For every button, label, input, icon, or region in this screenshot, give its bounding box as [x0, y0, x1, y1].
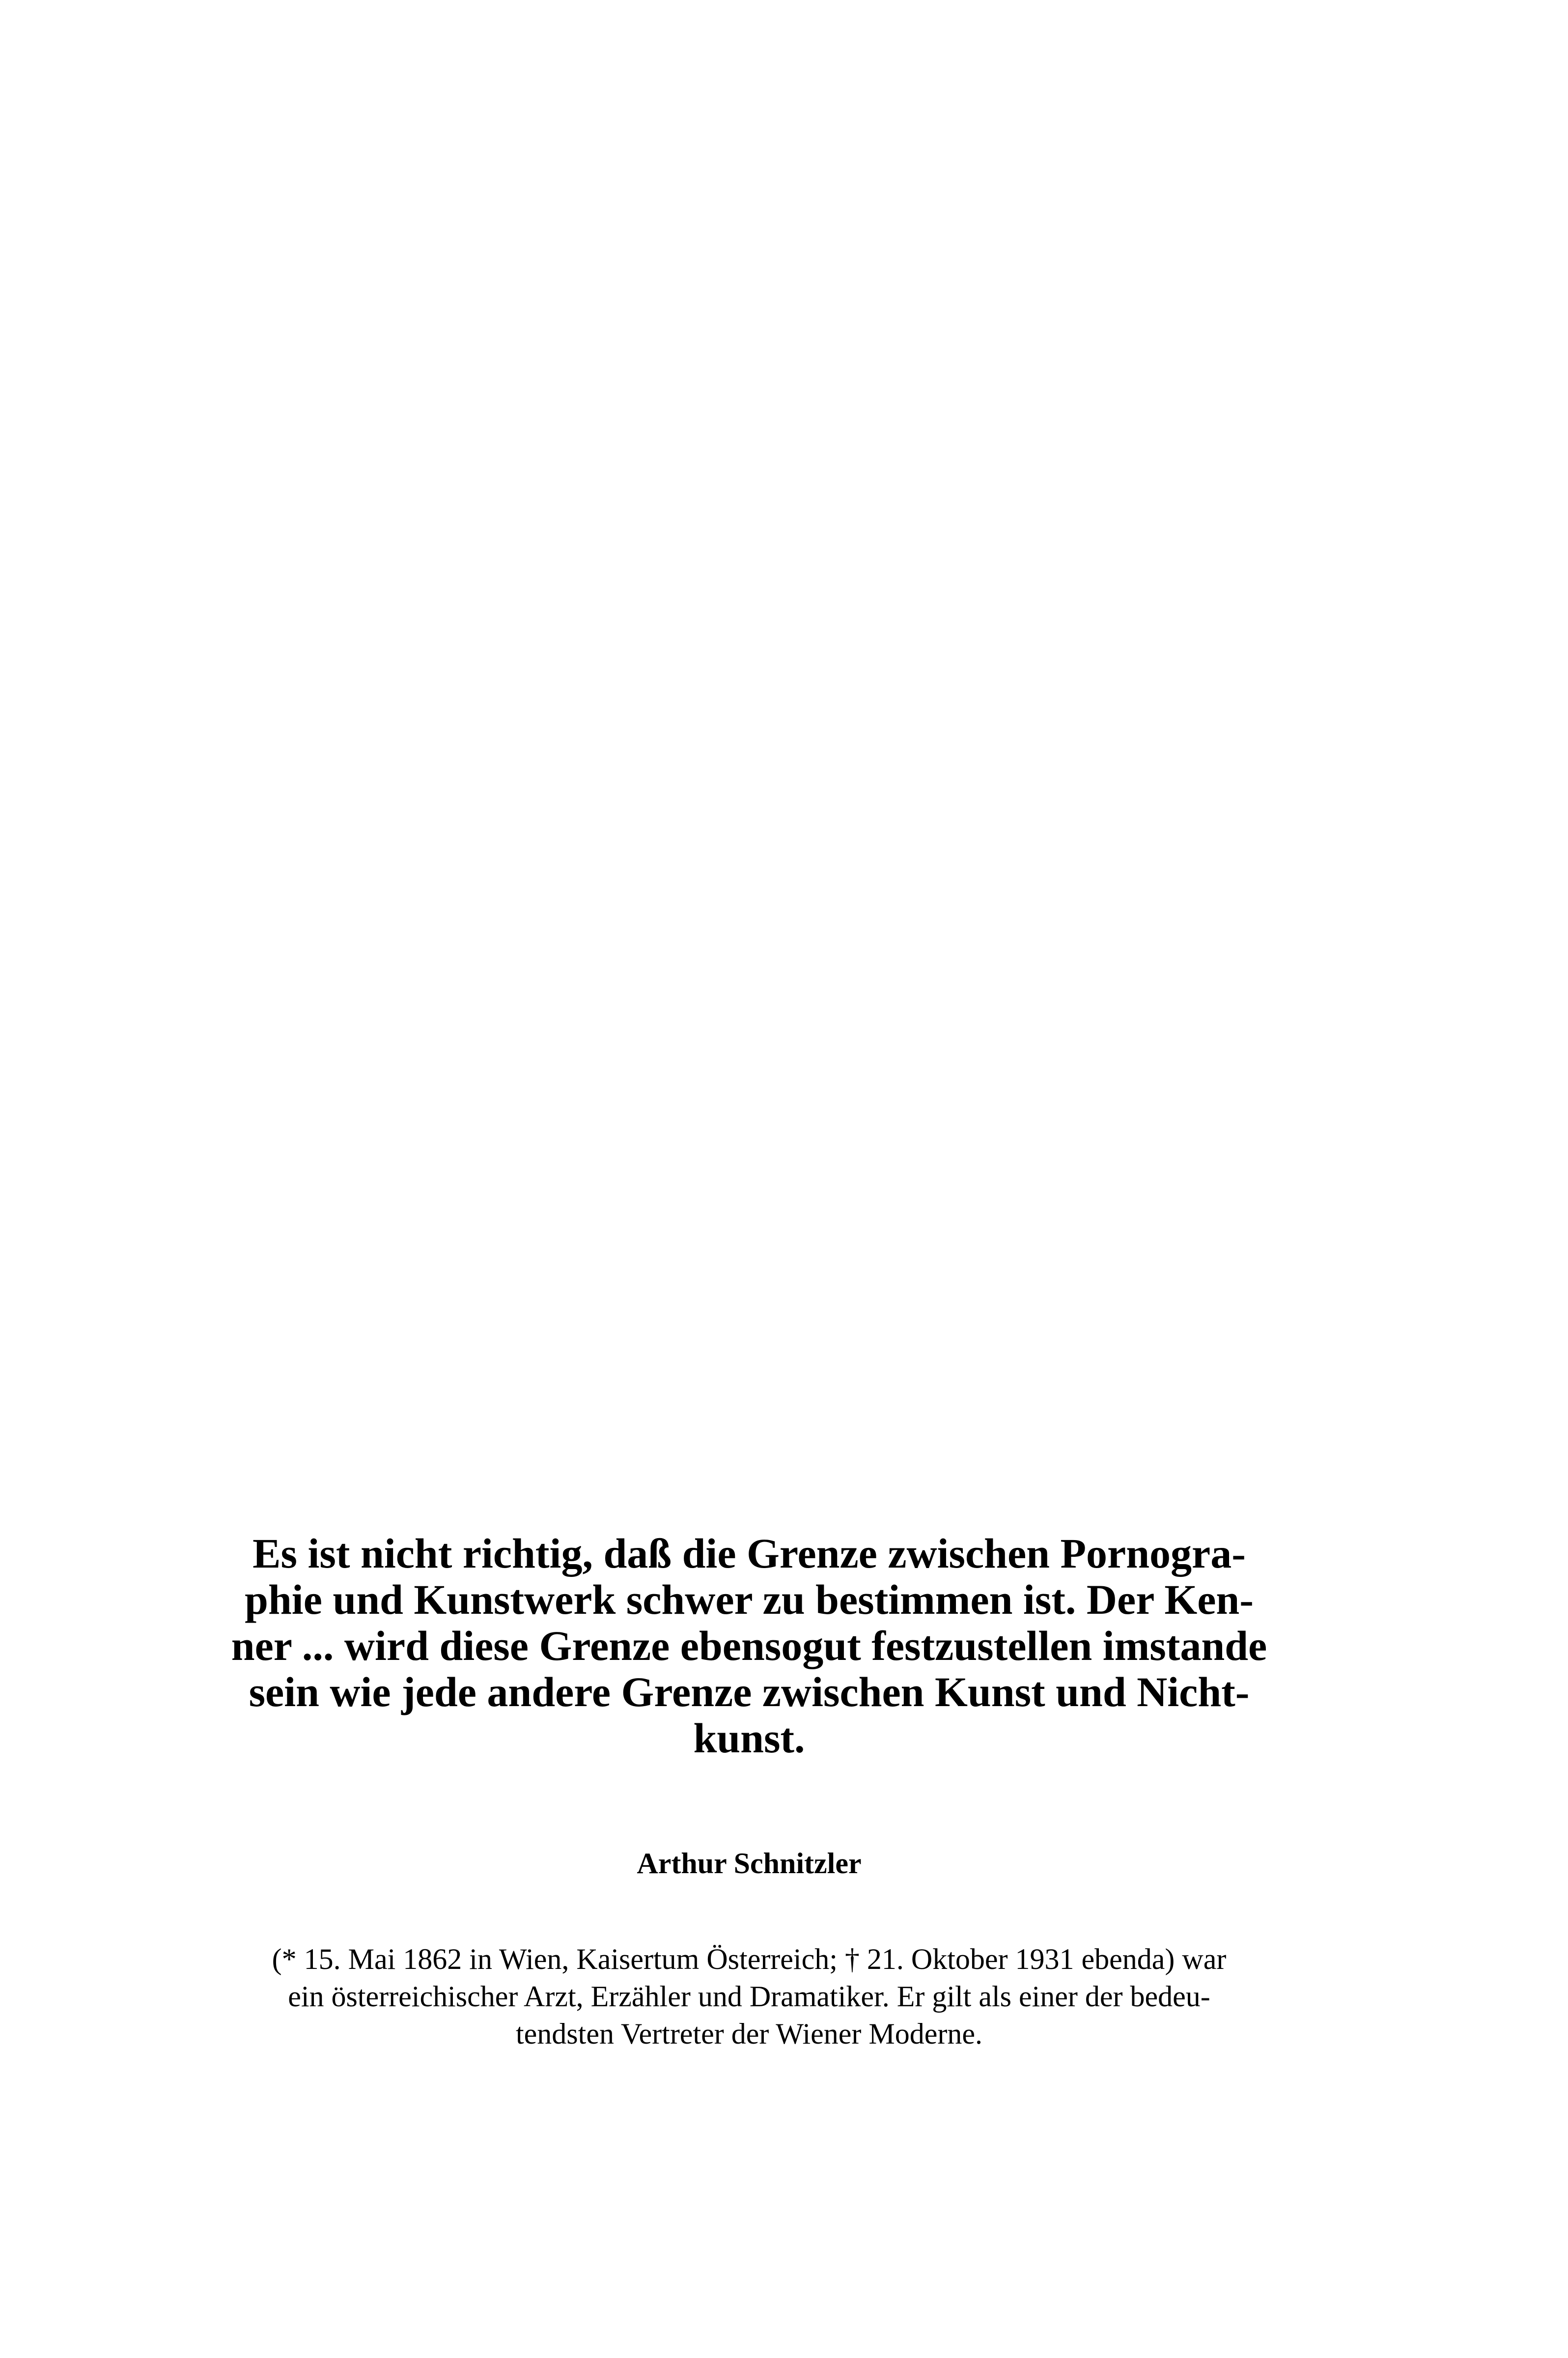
- bio-line: ein österreichischer Arzt, Erzähler und Dramatiker. Er gilt als einer der bedeu-: [288, 1980, 1210, 2013]
- quote-line: sein wie jede andere Grenze zwischen Kunst und Nicht-: [249, 1668, 1250, 1715]
- bio-line: tendsten Vertreter der Wiener Moderne.: [516, 2018, 982, 2050]
- author-bio: [167, 1940, 1331, 2052]
- author-name: Arthur Schnitzler: [637, 1847, 862, 1880]
- quote-line: Es ist nicht richtig, daß die Grenze zwischen Pornogra-: [252, 1530, 1246, 1577]
- quote-block: [167, 1530, 1331, 1761]
- bio-line: (* 15. Mai 1862 in Wien, Kaisertum Österreich; † 21. Oktober 1931 ebenda) war: [272, 1943, 1227, 1975]
- quote-line: phie und Kunstwerk schwer zu bestimmen ist. Der Ken-: [245, 1576, 1254, 1623]
- quote-line: kunst.: [693, 1714, 805, 1762]
- quote-line: ner ... wird diese Grenze ebensogut festzustellen imstande: [231, 1622, 1267, 1669]
